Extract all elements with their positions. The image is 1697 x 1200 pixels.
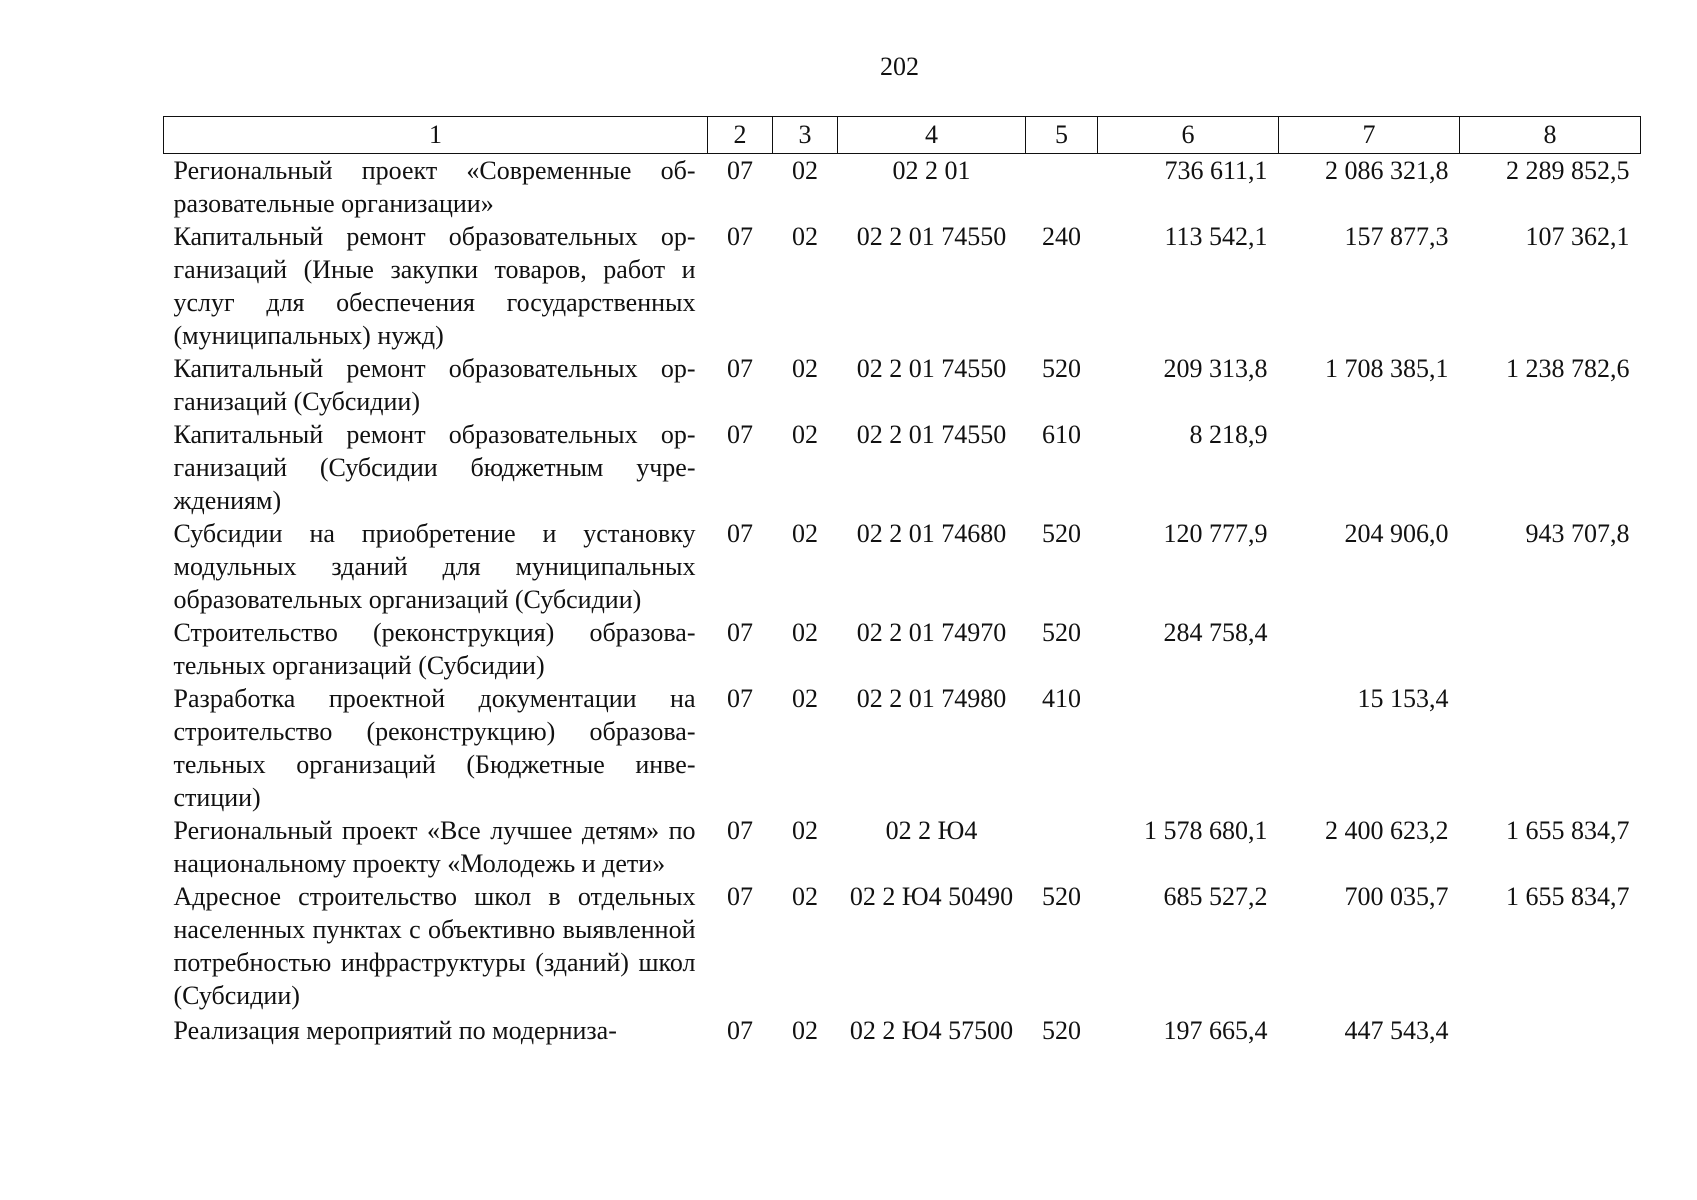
row-section: 07 [727, 882, 753, 911]
row-amount-col8: 1 238 782,6 [1506, 354, 1630, 383]
row-expense-type: 520 [1042, 354, 1081, 383]
row-amount-col8: 107 362,1 [1525, 222, 1630, 251]
row-name: Капитальный ремонт образовательных организаций (Субсидии) [173, 354, 696, 416]
row-expense-type [1026, 814, 1098, 880]
row-subsection: 02 [792, 1016, 818, 1045]
row-expense-type: 240 [1042, 222, 1081, 251]
row-amount-col6: 736 611,1 [1164, 156, 1268, 185]
row-subsection: 02 [792, 156, 818, 185]
table-row [164, 682, 1641, 814]
row-amount-col8: 2 289 852,5 [1506, 156, 1630, 185]
table-row [164, 616, 1641, 682]
row-section: 07 [727, 156, 753, 185]
table-row [164, 1012, 1641, 1047]
row-name: Капитальный ремонт образовательных организаций (Иные закупки товаров, работ и услуг для обеспечения государственных (муниципальных) нужд) [173, 222, 696, 350]
row-amount-col6: 197 665,4 [1163, 1016, 1268, 1045]
row-amount-col6: 209 313,8 [1163, 354, 1268, 383]
row-expense-type: 520 [1042, 618, 1081, 647]
row-subsection: 02 [792, 816, 818, 845]
row-name: Региональный проект «Современные образовательные организации» [173, 156, 696, 218]
row-target-code: 02 2 01 74970 [856, 618, 1007, 647]
row-target-code: 02 2 01 [892, 156, 971, 185]
row-amount-col7 [1279, 616, 1460, 682]
row-amount-col7: 157 877,3 [1344, 222, 1449, 251]
header-col-8: 8 [1460, 117, 1641, 154]
row-section: 07 [727, 816, 753, 845]
row-amount-col7 [1279, 418, 1460, 517]
row-target-code: 02 2 01 74680 [856, 519, 1007, 548]
row-target-code: 02 2 Ю4 50490 [849, 882, 1014, 911]
row-subsection: 02 [792, 354, 818, 383]
header-col-6: 6 [1098, 117, 1279, 154]
row-target-code: 02 2 Ю4 [885, 816, 978, 845]
table-row [164, 154, 1641, 221]
row-amount-col8 [1460, 1012, 1641, 1047]
header-col-5: 5 [1026, 117, 1098, 154]
row-amount-col6: 1 578 680,1 [1144, 816, 1268, 845]
row-amount-col7: 15 153,4 [1357, 684, 1449, 713]
row-subsection: 02 [792, 519, 818, 548]
header-col-3: 3 [773, 117, 838, 154]
row-name: Капитальный ремонт образовательных организаций (Субсидии бюджетным учреждениям) [173, 420, 696, 515]
header-col-2: 2 [708, 117, 773, 154]
row-subsection: 02 [792, 882, 818, 911]
row-amount-col7: 2 400 623,2 [1325, 816, 1449, 845]
row-target-code: 02 2 Ю4 57500 [849, 1016, 1014, 1045]
row-amount-col7: 1 708 385,1 [1325, 354, 1449, 383]
row-amount-col7: 700 035,7 [1344, 882, 1449, 911]
table-row [164, 352, 1641, 418]
row-amount-col8: 1 655 834,7 [1506, 816, 1630, 845]
row-amount-col8 [1460, 682, 1641, 814]
row-expense-type: 520 [1042, 882, 1081, 911]
row-amount-col7: 447 543,4 [1344, 1016, 1449, 1045]
row-name: Строительство (реконструкция) образовательных организаций (Субсидии) [173, 618, 696, 680]
row-amount-col7: 2 086 321,8 [1325, 156, 1449, 185]
budget-table [163, 116, 1641, 1047]
row-amount-col6: 120 777,9 [1163, 519, 1268, 548]
row-name: Реализация мероприятий по модерниза- [173, 1016, 617, 1045]
row-amount-col6: 284 758,4 [1163, 618, 1268, 647]
page-number: 202 [880, 52, 919, 81]
table-row [164, 418, 1641, 517]
row-name: Субсидии на приобретение и установку модульных зданий для муниципальных образовательных организаций (Субсидии) [173, 519, 696, 614]
row-expense-type: 410 [1042, 684, 1081, 713]
table-header-row [164, 117, 1641, 154]
row-subsection: 02 [792, 684, 818, 713]
row-amount-col8: 943 707,8 [1525, 519, 1630, 548]
row-expense-type [1026, 154, 1098, 221]
table-row [164, 880, 1641, 1012]
header-col-7: 7 [1279, 117, 1460, 154]
row-section: 07 [727, 618, 753, 647]
row-expense-type: 520 [1042, 519, 1081, 548]
table-row [164, 220, 1641, 352]
header-col-4: 4 [838, 117, 1026, 154]
row-section: 07 [727, 1016, 753, 1045]
row-amount-col8 [1460, 616, 1641, 682]
table-row [164, 517, 1641, 616]
row-subsection: 02 [792, 618, 818, 647]
row-name: Разработка проектной документации на строительство (реконструкцию) образовательных организаций (Бюджетные инвестиции) [173, 684, 696, 812]
row-target-code: 02 2 01 74550 [856, 420, 1007, 449]
row-amount-col6: 8 218,9 [1189, 420, 1268, 449]
row-amount-col7: 204 906,0 [1344, 519, 1449, 548]
header-col-1: 1 [164, 117, 708, 154]
row-expense-type: 520 [1042, 1016, 1081, 1045]
row-section: 07 [727, 519, 753, 548]
row-section: 07 [727, 420, 753, 449]
row-expense-type: 610 [1042, 420, 1081, 449]
row-amount-col6 [1098, 682, 1279, 814]
row-amount-col8 [1460, 418, 1641, 517]
row-subsection: 02 [792, 420, 818, 449]
row-amount-col6: 685 527,2 [1163, 882, 1268, 911]
row-target-code: 02 2 01 74980 [856, 684, 1007, 713]
row-section: 07 [727, 222, 753, 251]
row-section: 07 [727, 684, 753, 713]
row-target-code: 02 2 01 74550 [856, 222, 1007, 251]
row-name: Региональный проект «Все лучшее детям» по национальному проекту «Молодежь и дети» [173, 816, 696, 878]
row-amount-col6: 113 542,1 [1164, 222, 1268, 251]
row-section: 07 [727, 354, 753, 383]
row-target-code: 02 2 01 74550 [856, 354, 1007, 383]
row-subsection: 02 [792, 222, 818, 251]
table-row [164, 814, 1641, 880]
row-amount-col8: 1 655 834,7 [1506, 882, 1630, 911]
row-name: Адресное строительство школ в отдельных населенных пунктах с объективно выявленной потребностью инфраструктуры (зданий) школ (Субсидии) [173, 882, 696, 1010]
